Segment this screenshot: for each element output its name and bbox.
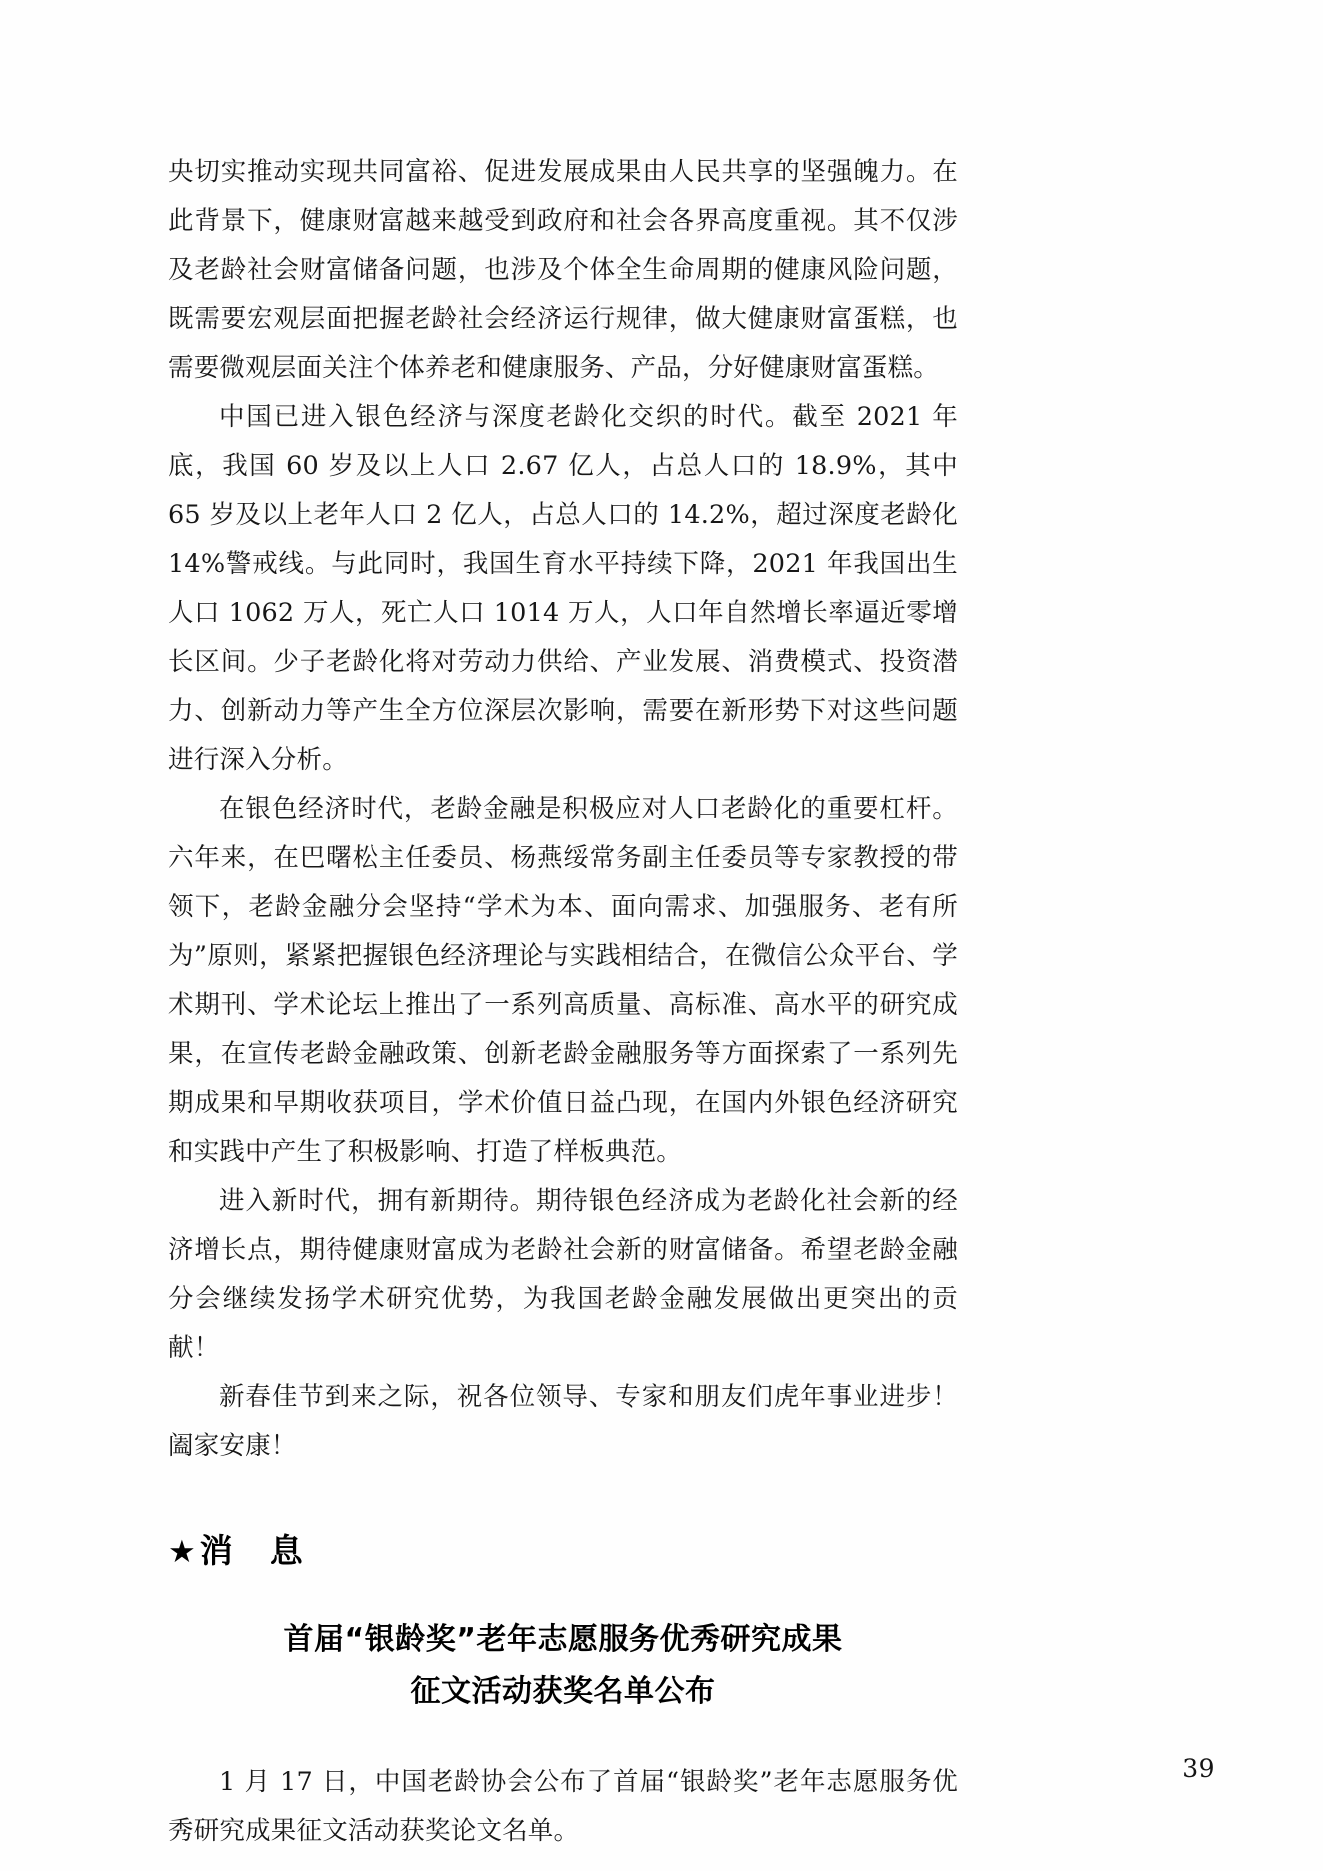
spacer-before-article-title <box>168 1574 958 1614</box>
article-lead-paragraph: 1 月 17 日，中国老龄协会公布了首届“银龄奖”老年志愿服务优秀研究成果征文活动获奖论文名单。 <box>168 1767 958 1846</box>
page-content-column <box>168 148 958 1856</box>
body-paragraph-new-era: 进入新时代，拥有新期待。期待银色经济成为老龄化社会新的经济增长点，期待健康财富成为老龄社会新的财富储备。希望老龄金融分会继续发扬学术研究优势，为我国老龄金融发展做出更突出的贡献！ <box>168 1186 958 1363</box>
section-heading-label: 消 息 <box>199 1531 305 1570</box>
body-paragraph-new-year-greeting: 新春佳节到来之际，祝各位领导、专家和朋友们虎年事业进步！阖家安康！ <box>168 1382 958 1461</box>
page-number: 39 <box>1182 1754 1215 1783</box>
section-heading-news <box>168 1529 958 1574</box>
article-title-line-2: 征文活动获奖名单公布 <box>410 1674 716 1709</box>
body-paragraph-silver-economy: 中国已进入银色经济与深度老龄化交织的时代。截至 2021 年底，我国 60 岁及以上人口 2.67 亿人，占总人口的 18.9%，其中 65 岁及以上老年人口 2 亿人，占总人口的 14.2%，超过深度老龄化 14%警戒线。与此同时，我国生育水平持续下降，2021 年我国出生人口 1062 万人，死亡人口 1014 万人，人口年自然增长率逼近零增长区间。少子老龄化将对劳动力供给、产业发展、消费模式、投资潜力、创新动力等产生全方位深层次影响，需要在新形势下对这些问题进行深入分析。 <box>168 402 958 775</box>
spacer-before-lead-paragraph <box>168 1718 958 1758</box>
article-title-line-1: 首届“银龄奖”老年志愿服务优秀研究成果 <box>283 1622 843 1657</box>
body-paragraph-aging-finance: 在银色经济时代，老龄金融是积极应对人口老龄化的重要杠杆。六年来，在巴曙松主任委员、杨燕绥常务副主任委员等专家教授的带领下，老龄金融分会坚持“学术为本、面向需求、加强服务、老有所为”原则，紧紧把握银色经济理论与实践相结合，在微信公众平台、学术期刊、学术论坛上推出了一系列高质量、高标准、高水平的研究成果，在宣传老龄金融政策、创新老龄金融服务等方面探索了一系列先期成果和早期收获项目，学术价值日益凸现，在国内外银色经济研究和实践中产生了积极影响、打造了样板典范。 <box>168 794 958 1167</box>
spacer-before-section-heading <box>168 1471 958 1529</box>
article-title <box>168 1614 958 1718</box>
star-icon: ★ <box>168 1534 198 1570</box>
body-paragraph-continued: 央切实推动实现共同富裕、促进发展成果由人民共享的坚强魄力。在此背景下，健康财富越来越受到政府和社会各界高度重视。其不仅涉及老龄社会财富储备问题，也涉及个体全生命周期的健康风险问题，既需要宏观层面把握老龄社会经济运行规律，做大健康财富蛋糕，也需要微观层面关注个体养老和健康服务、产品，分好健康财富蛋糕。 <box>168 157 958 383</box>
